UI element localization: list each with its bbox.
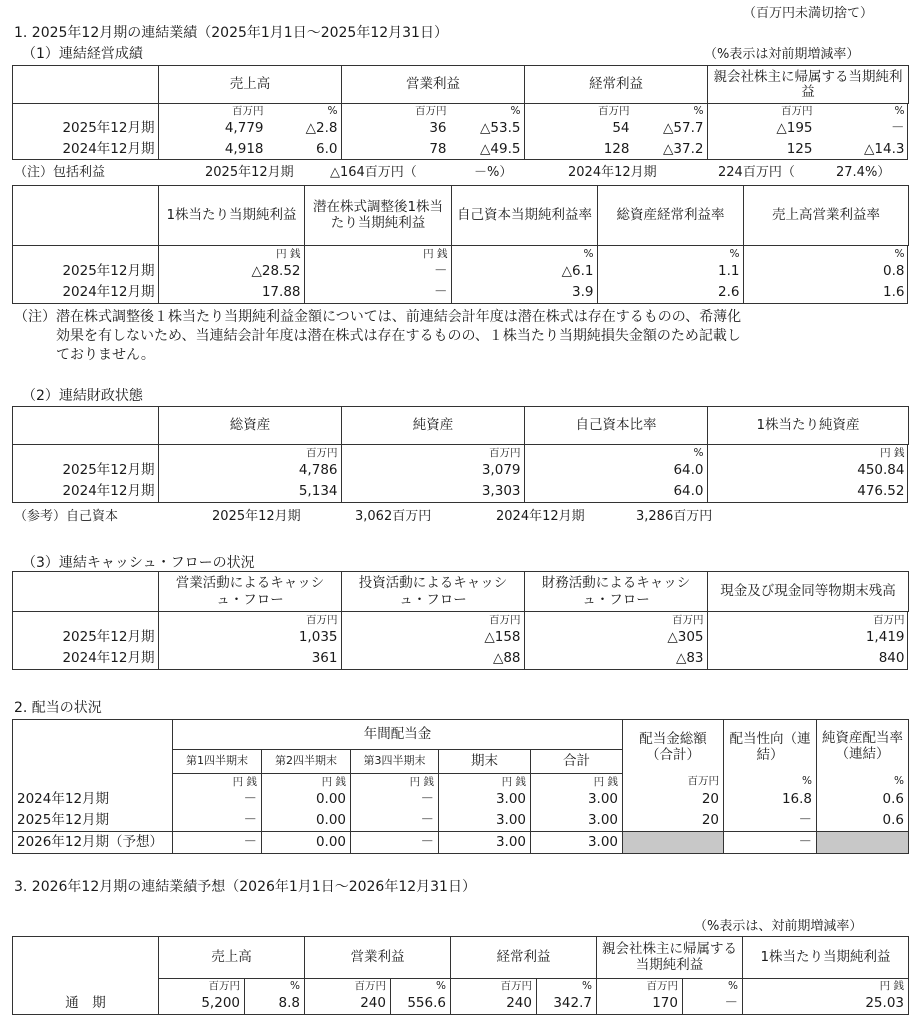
cf-header-investing: 投資活動によるキャッシュ・フロー [342,572,525,612]
table-cell: － [351,811,439,832]
unit: 百万円 [623,774,724,790]
unit: % [510,105,521,118]
table-cell: － [434,263,448,280]
table-cell: 1.1 [718,263,740,280]
ratio-header-roa: 総資産経常利益率 [598,186,744,246]
fp-header-bps: 1株当たり純資産 [708,407,909,445]
comprehensive-cur-pct: －%） [474,165,513,180]
forecast-table [12,936,909,1015]
financial-position-table [12,406,909,503]
results-header-net: 親会社株主に帰属する当期純利益 [708,66,909,104]
table-row [13,482,909,503]
div-corner [13,720,173,774]
table-cell: 25.03 [743,994,909,1015]
unit: 百万円 [781,105,813,118]
unit: 円 銭 [351,774,439,790]
ratio-corner [13,186,159,246]
div-header-q2: 第2四半期末 [262,750,351,774]
div-header-q1: 第1四半期末 [173,750,262,774]
table-cell: 3.00 [531,811,623,832]
unit: 百万円 [598,105,630,118]
table-row [13,283,909,304]
table-cell: － [724,811,817,832]
table-cell: － [173,790,262,811]
footnote-label: （注） [14,309,56,325]
table-row [13,119,909,140]
table-cell: 54 [612,120,630,137]
table-cell: 240 [451,994,537,1015]
table-cell: 2.6 [718,284,740,301]
table-row [13,628,909,649]
comprehensive-prev-period: 2024年12月期 [568,165,657,180]
table-cell: △37.2 [663,141,704,158]
table-cell: 8.8 [245,994,305,1015]
table-row [13,461,909,482]
row-label: 2024年12月期 [62,650,155,667]
table-cell: 342.7 [537,994,597,1015]
table-cell: 3.9 [572,284,594,301]
table-cell: 1,419 [865,629,905,646]
unit: 百万円 [306,446,338,459]
unit: 円 銭 [276,247,301,260]
unit: % [729,247,740,260]
unit: 百万円 [305,979,391,994]
dividend-table [12,719,909,854]
table-cell: 5,200 [159,994,245,1015]
fp-header-net-assets: 純資産 [342,407,525,445]
table-cell: 3.00 [439,790,531,811]
shaded-cell [817,832,909,854]
cf-header-financing: 財務活動によるキャッシュ・フロー [525,572,708,612]
table-row [13,811,909,832]
unit: 百万円 [451,979,537,994]
table-cell: 3,303 [481,483,521,500]
table-cell: 0.8 [883,263,905,280]
row-label: 2024年12月期 [62,284,155,301]
table-cell: 0.00 [262,811,351,832]
unit: % [693,105,704,118]
sub2-title: （2）連結財政状態 [22,388,143,404]
row-label: 2025年12月期 [62,462,155,479]
table-cell: 17.88 [261,284,301,301]
sub3-title: （3）連結キャッシュ・フローの状況 [22,555,255,571]
unit: % [327,105,338,118]
table-cell: △158 [484,629,521,646]
div-header-sum: 合計 [531,750,623,774]
pct-note: （%表示は対前期増減率） [704,47,860,62]
row-label: 2024年12月期 [62,483,155,500]
cf-header-operating: 営業活動によるキャッシュ・フロー [159,572,342,612]
comprehensive-prev-pct: 27.4%） [836,165,891,180]
table-cell: 361 [311,650,338,667]
table-cell: － [434,284,448,301]
unit: 円 銭 [439,774,531,790]
table-cell: 6.0 [316,141,338,158]
table-cell: △49.5 [480,141,521,158]
unit: 百万円 [489,446,521,459]
table-cell: 78 [429,141,447,158]
table-cell: － [351,790,439,811]
div-header-yearend: 期末 [439,750,531,774]
table-cell: － [891,120,905,137]
cf-corner [13,572,159,612]
table-cell: △83 [675,650,704,667]
div-header-doe: 純資産配当率（連結） [817,720,909,774]
div-header-annual: 年間配当金 [173,720,623,750]
cf-header-cash: 現金及び現金同等物期末残高 [708,572,909,612]
table-cell: 556.6 [391,994,451,1015]
table-cell: － [724,832,817,854]
table-cell: 3.00 [439,811,531,832]
fc-corner [13,937,159,979]
unit: % [894,247,905,260]
table-cell: △88 [492,650,521,667]
section3-title: 3. 2026年12月期の連結業績予想（2026年1月1日～2026年12月31日） [14,879,476,895]
unit: % [894,105,905,118]
unit: 百万円 [232,105,264,118]
table-cell: 240 [305,994,391,1015]
shaded-cell [623,832,724,854]
table-cell: △28.52 [251,263,301,280]
fc-header-net: 親会社株主に帰属する当期純利益 [597,937,743,979]
table-cell: 1,035 [298,629,338,646]
results-header-operating: 営業利益 [342,66,525,104]
table-cell: 20 [623,811,724,832]
table-row [13,832,909,854]
table-cell: － [683,994,743,1015]
row-label: 2025年12月期 [62,263,155,280]
table-row [13,140,909,161]
row-label: 2025年12月期 [62,120,155,137]
ref-label: （参考）自己資本 [14,509,119,524]
fp-header-total-assets: 総資産 [159,407,342,445]
table-cell: 125 [786,141,813,158]
cashflow-table [12,571,909,670]
table-row [13,790,909,811]
table-cell: 4,786 [298,462,338,479]
table-cell: △2.8 [305,120,338,137]
table-cell: 3.00 [439,832,531,854]
comprehensive-cur-value: △164百万円（ [330,165,417,180]
ref-prev-value: 3,286百万円 [636,509,713,524]
table-cell: － [173,832,262,854]
row-label: 2024年12月期 [62,141,155,158]
unit: % [583,247,594,260]
unit: 円 銭 [531,774,623,790]
table-cell: 4,918 [224,141,264,158]
results-header-sales: 売上高 [159,66,342,104]
unit: % [537,979,597,994]
footnote-line: 潜在株式調整後１株当たり当期純利益金額については、前連結会計年度は潜在株式は存在するものの、希薄化 [56,309,742,325]
unit-note: （百万円未満切捨て） [743,6,874,21]
unit: 円 銭 [173,774,262,790]
fp-header-equity-ratio: 自己資本比率 [525,407,708,445]
unit: 百万円 [306,613,338,626]
table-cell: 4,779 [224,120,264,137]
unit: 円 銭 [262,774,351,790]
row-label: 2024年12月期 [13,790,173,811]
unit: % [683,979,743,994]
table-row [13,649,909,670]
footnote-line: 効果を有しないため、当連結会計年度は潜在株式は存在するものの、１株当たり当期純損失金額のため記載し [56,328,741,344]
table-cell: 20 [623,790,724,811]
results-corner [13,66,159,104]
fc-header-sales: 売上高 [159,937,305,979]
table-cell: △53.5 [480,120,521,137]
table-cell: 64.0 [673,483,704,500]
table-cell: 3,079 [481,462,521,479]
comprehensive-prev-value: 224百万円（ [718,165,795,180]
table-cell: 16.8 [724,790,817,811]
table-cell: 840 [878,650,905,667]
table-cell: 64.0 [673,462,704,479]
fc-header-operating: 営業利益 [305,937,451,979]
unit: 百万円 [597,979,683,994]
table-cell: △195 [776,120,813,137]
row-label: 通 期 [13,994,159,1015]
unit: % [693,446,704,459]
comprehensive-label: （注）包括利益 [14,165,106,180]
table-cell: － [173,811,262,832]
table-cell: 170 [597,994,683,1015]
unit: 円 銭 [743,979,909,994]
div-header-payout: 配当性向（連結） [724,720,817,774]
unit: % [391,979,451,994]
row-label: 2026年12月期（予想） [13,832,173,854]
table-cell: △14.3 [864,141,905,158]
table-cell: 3.00 [531,832,623,854]
unit: 百万円 [159,979,245,994]
table-cell: 0.00 [262,832,351,854]
table-cell: 450.84 [857,462,905,479]
table-row [13,994,909,1015]
table-cell: 128 [603,141,630,158]
div-header-q3: 第3四半期末 [351,750,439,774]
table-row [13,262,909,283]
unit: 円 銭 [880,446,905,459]
unit: % [817,774,909,790]
unit: 百万円 [489,613,521,626]
forecast-pct-note: （%表示は、対前期増減率） [694,919,863,934]
unit: % [724,774,817,790]
fc-header-ordinary: 経常利益 [451,937,597,979]
table-cell: 0.6 [817,790,909,811]
div-header-total: 配当金総額（合計） [623,720,724,774]
ratio-header-eps: 1株当たり当期純利益 [159,186,305,246]
table-cell: 0.00 [262,790,351,811]
results-header-ordinary: 経常利益 [525,66,708,104]
footnote-line: ておりません。 [56,347,155,363]
table-cell: 476.52 [857,483,905,500]
ratio-table [12,185,909,304]
section2-title: 2. 配当の状況 [14,700,102,716]
row-label: 2025年12月期 [62,629,155,646]
ratio-header-diluted-eps: 潜在株式調整後1株当たり当期純利益 [305,186,452,246]
table-cell: △6.1 [561,263,594,280]
row-label: 2025年12月期 [13,811,173,832]
table-cell: 36 [429,120,447,137]
unit: 百万円 [672,613,704,626]
table-cell: △57.7 [663,120,704,137]
unit: 百万円 [873,613,905,626]
ratio-header-margin: 売上高営業利益率 [744,186,909,246]
table-cell: 0.6 [817,811,909,832]
unit: 円 銭 [423,247,448,260]
comprehensive-cur-period: 2025年12月期 [205,165,294,180]
table-cell: 5,134 [298,483,338,500]
unit: % [245,979,305,994]
table-cell: 3.00 [531,790,623,811]
section1-title: 1. 2025年12月期の連結業績（2025年1月1日～2025年12月31日） [14,25,448,41]
fp-corner [13,407,159,445]
fc-header-eps: 1株当たり当期純利益 [743,937,909,979]
sub1-title: （1）連結経営成績 [22,46,143,62]
table-cell: － [351,832,439,854]
results-table [12,65,909,161]
ratio-header-roe: 自己資本当期純利益率 [452,186,598,246]
table-cell: △305 [667,629,704,646]
unit: 百万円 [415,105,447,118]
ref-cur-period: 2025年12月期 [212,509,301,524]
table-cell: 1.6 [883,284,905,301]
ref-cur-value: 3,062百万円 [355,509,432,524]
ref-prev-period: 2024年12月期 [496,509,585,524]
